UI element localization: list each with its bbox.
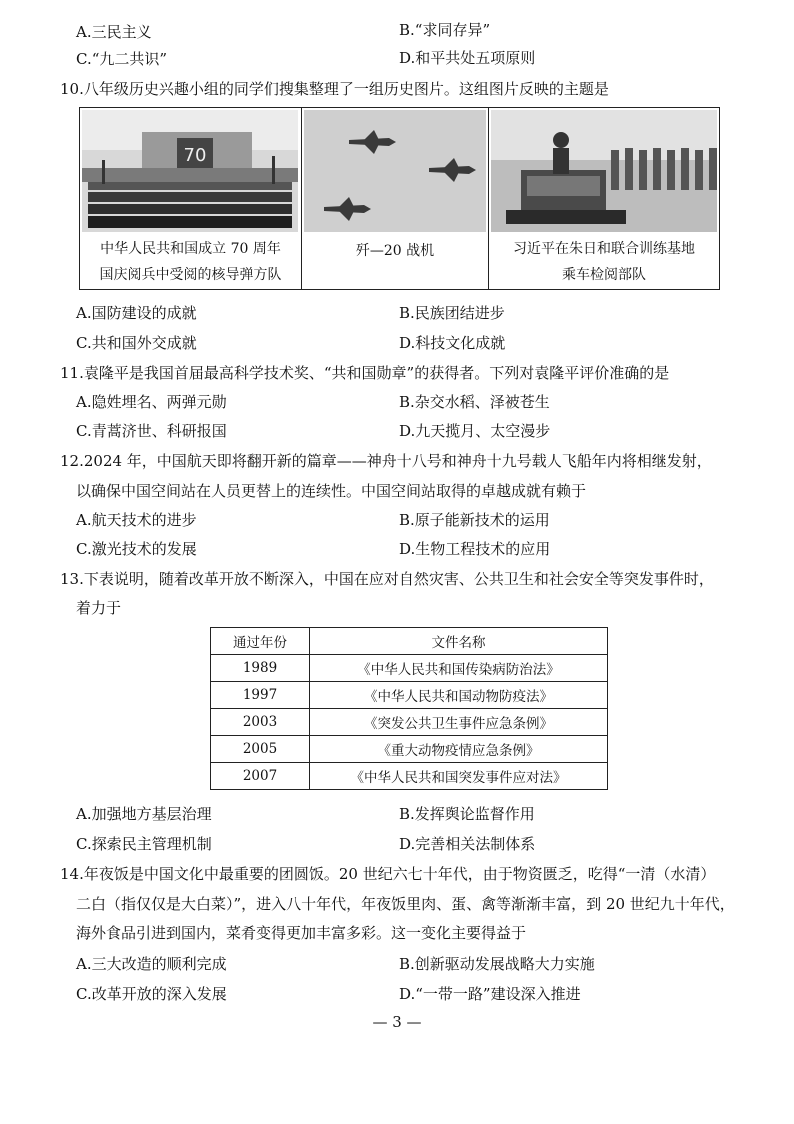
- q11-stem: 11.袁隆平是我国首届最高科学技术奖、“共和国勋章”的获得者。下列对袁隆平评价准确的是: [60, 364, 670, 382]
- laws-table: [210, 627, 608, 790]
- picture-j20-fighters: [302, 108, 489, 289]
- row-year: 2005: [211, 736, 310, 763]
- q14-stem-line2: 二白（指仅仅是大白菜）”，进入八十年代，年夜饭里肉、蛋、禽等渐渐丰富，到 20 世纪九十年代，: [76, 895, 735, 913]
- table-row: [211, 655, 608, 682]
- row-document: 《突发公共卫生事件应急条例》: [310, 709, 608, 736]
- table-row: [211, 709, 608, 736]
- row-document: 《重大动物疫情应急条例》: [310, 736, 608, 763]
- q10-option-d: D.科技文化成就: [399, 334, 506, 352]
- parade-70-sign: 70: [183, 145, 207, 166]
- table-row: [211, 682, 608, 709]
- q12-option-c: C.激光技术的发展: [76, 540, 197, 558]
- q10-option-a: A.国防建设的成就: [76, 304, 197, 322]
- row-document: 《中华人民共和国突发事件应对法》: [310, 763, 608, 790]
- q14-stem-line3: 海外食品引进到国内，菜肴变得更加丰富多彩。这一变化主要得益于: [76, 924, 527, 942]
- picture-missile-parade: [80, 108, 302, 289]
- review-photo: [491, 110, 717, 232]
- q12-option-a: A.航天技术的进步: [76, 511, 197, 529]
- q12-stem-line1: 12.2024 年，中国航天即将翻开新的篇章——神舟十八号和神舟十九号载人飞船年内将相继发射，: [60, 452, 712, 470]
- q10-option-c: C.共和国外交成就: [76, 334, 197, 352]
- caption-xi-review: 习近平在朱日和联合训练基地 乘车检阅部队: [513, 241, 695, 283]
- row-year: 2003: [211, 709, 310, 736]
- picture-xi-review: [489, 108, 719, 289]
- table-row: [211, 736, 608, 763]
- row-document: 《中华人民共和国传染病防治法》: [310, 655, 608, 682]
- page-number: — 3 —: [372, 1013, 422, 1031]
- q14-option-d: D.“一带一路”建设深入推进: [399, 985, 581, 1003]
- q13-stem-line2: 着力于: [76, 599, 122, 617]
- row-document: 《中华人民共和国动物防疫法》: [310, 682, 608, 709]
- q12-option-b: B.原子能新技术的运用: [399, 511, 550, 529]
- parade-photo: [82, 110, 299, 232]
- q14-stem-line1: 14.年夜饭是中国文化中最重要的团圆饭。20 世纪六七十年代，由于物资匮乏，吃得“一清（水清）: [60, 865, 716, 883]
- q13-option-a: A.加强地方基层治理: [76, 805, 212, 823]
- q10-stem: 10.八年级历史兴趣小组的同学们搜集整理了一组历史图片。这组图片反映的主题是: [60, 80, 609, 98]
- q14-option-b: B.创新驱动发展战略大力实施: [399, 955, 595, 973]
- q13-option-b: B.发挥舆论监督作用: [399, 805, 535, 823]
- j20-photo: [304, 110, 486, 232]
- header-document: 文件名称: [310, 628, 608, 655]
- q10-picture-frame: [79, 107, 720, 290]
- q11-option-a: A.隐姓埋名、两弹元勋: [76, 393, 227, 411]
- q9-option-a: A.三民主义: [76, 23, 152, 41]
- q14-option-c: C.改革开放的深入发展: [76, 985, 227, 1003]
- header-year: 通过年份: [211, 628, 310, 655]
- table-row: [211, 763, 608, 790]
- q11-option-b: B.杂交水稻、泽被苍生: [399, 393, 550, 411]
- q13-option-d: D.完善相关法制体系: [399, 835, 536, 853]
- q12-stem-line2: 以确保中国空间站在人员更替上的连续性。中国空间站取得的卓越成就有赖于: [76, 482, 587, 500]
- q13-option-c: C.探索民主管理机制: [76, 835, 212, 853]
- q9-option-b: B.“求同存异”: [399, 21, 491, 39]
- q11-option-d: D.九天揽月、太空漫步: [399, 422, 551, 440]
- caption-missile-parade: 中华人民共和国成立 70 周年 国庆阅兵中受阅的核导弹方队: [99, 241, 282, 283]
- row-year: 2007: [211, 763, 310, 790]
- q9-option-d: D.和平共处五项原则: [399, 49, 536, 67]
- q12-option-d: D.生物工程技术的应用: [399, 540, 551, 558]
- row-year: 1997: [211, 682, 310, 709]
- q14-option-a: A.三大改造的顺利完成: [76, 955, 227, 973]
- q10-option-b: B.民族团结进步: [399, 304, 505, 322]
- q13-stem-line1: 13.下表说明，随着改革开放不断深入，中国在应对自然灾害、公共卫生和社会安全等突发事件时，: [60, 570, 714, 588]
- row-year: 1989: [211, 655, 310, 682]
- table-header-row: [211, 628, 608, 655]
- q11-option-c: C.青蒿济世、科研报国: [76, 422, 227, 440]
- caption-j20-fighters: 歼—20 战机: [355, 243, 435, 259]
- q9-option-c: C.“九二共识”: [76, 50, 168, 68]
